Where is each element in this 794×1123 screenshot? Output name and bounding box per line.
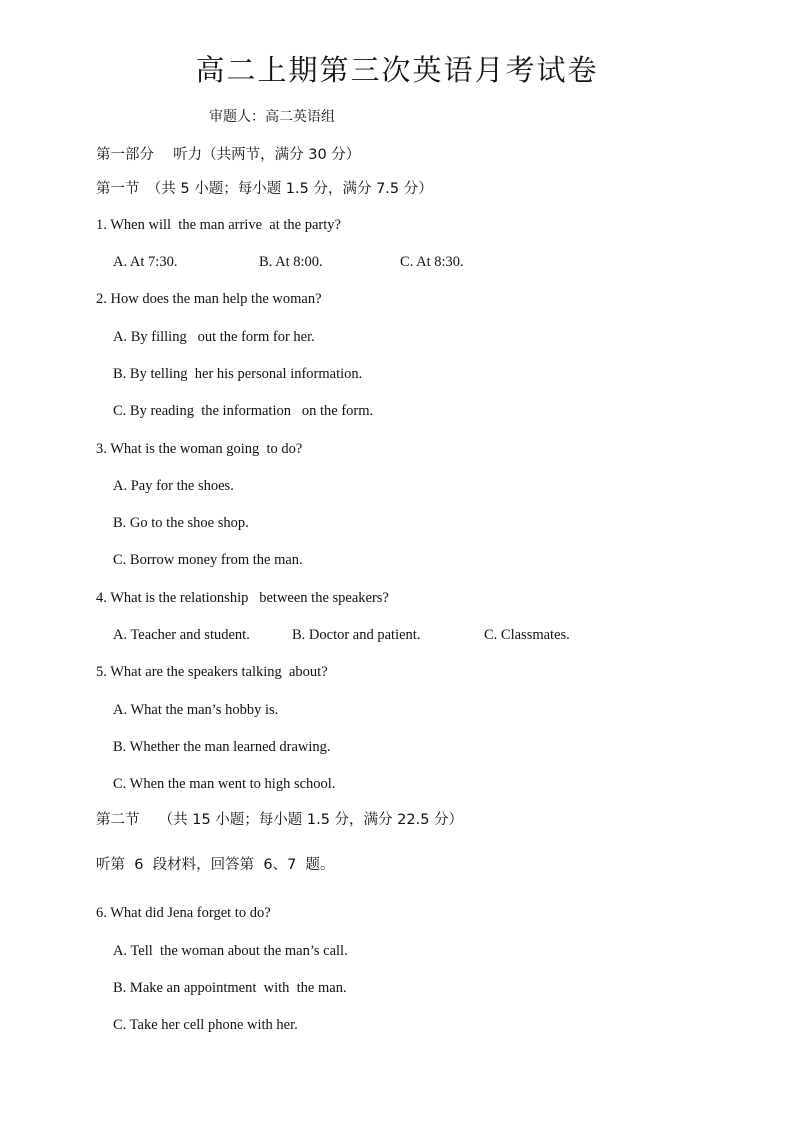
- section1-heading: 第一节 （共 5 小题；每小题 1.5 分，满分 7.5 分）: [96, 181, 433, 197]
- question-1-stem: 1. When will the man arrive at the party?: [96, 217, 341, 233]
- reviewer-line: 审题人：高二英语组: [209, 109, 335, 125]
- q3-option-c: C. Borrow money from the man.: [113, 552, 303, 568]
- question-6-stem: 6. What did Jena forget to do?: [96, 905, 271, 921]
- question-4-stem: 4. What is the relationship between the speakers?: [96, 590, 389, 606]
- q1-option-a: A. At 7:30.: [113, 254, 178, 270]
- section2-heading: 第二节 （共 15 小题；每小题 1.5 分，满分 22.5 分）: [96, 812, 464, 828]
- question-5-stem: 5. What are the speakers talking about?: [96, 664, 328, 680]
- q5-option-a: A. What the man’s hobby is.: [113, 702, 279, 718]
- q3-option-b: B. Go to the shoe shop.: [113, 515, 249, 531]
- q6-option-a: A. Tell the woman about the man’s call.: [113, 943, 348, 959]
- part1-heading: 第一部分 听力（共两节，满分 30 分）: [96, 147, 361, 163]
- q6-option-c: C. Take her cell phone with her.: [113, 1017, 298, 1033]
- q4-option-c: C. Classmates.: [484, 627, 570, 643]
- q5-option-c: C. When the man went to high school.: [113, 776, 336, 792]
- q2-option-c: C. By reading the information on the form.: [113, 403, 374, 419]
- q2-option-b: B. By telling her his personal information.: [113, 366, 363, 382]
- q3-option-a: A. Pay for the shoes.: [113, 478, 234, 494]
- q6-option-b: B. Make an appointment with the man.: [113, 980, 347, 996]
- exam-title: 高二上期第三次英语月考试卷: [195, 53, 599, 87]
- q4-option-b: B. Doctor and patient.: [292, 627, 421, 643]
- q1-option-b: B. At 8:00.: [259, 254, 323, 270]
- question-3-stem: 3. What is the woman going to do?: [96, 441, 303, 457]
- q1-option-c: C. At 8:30.: [400, 254, 464, 270]
- question-2-stem: 2. How does the man help the woman?: [96, 291, 322, 307]
- q2-option-a: A. By filling out the form for her.: [113, 329, 315, 345]
- section2-instruction: 听第 6 段材料，回答第 6、7 题。: [96, 857, 335, 873]
- q4-option-a: A. Teacher and student.: [113, 627, 250, 643]
- q5-option-b: B. Whether the man learned drawing.: [113, 739, 331, 755]
